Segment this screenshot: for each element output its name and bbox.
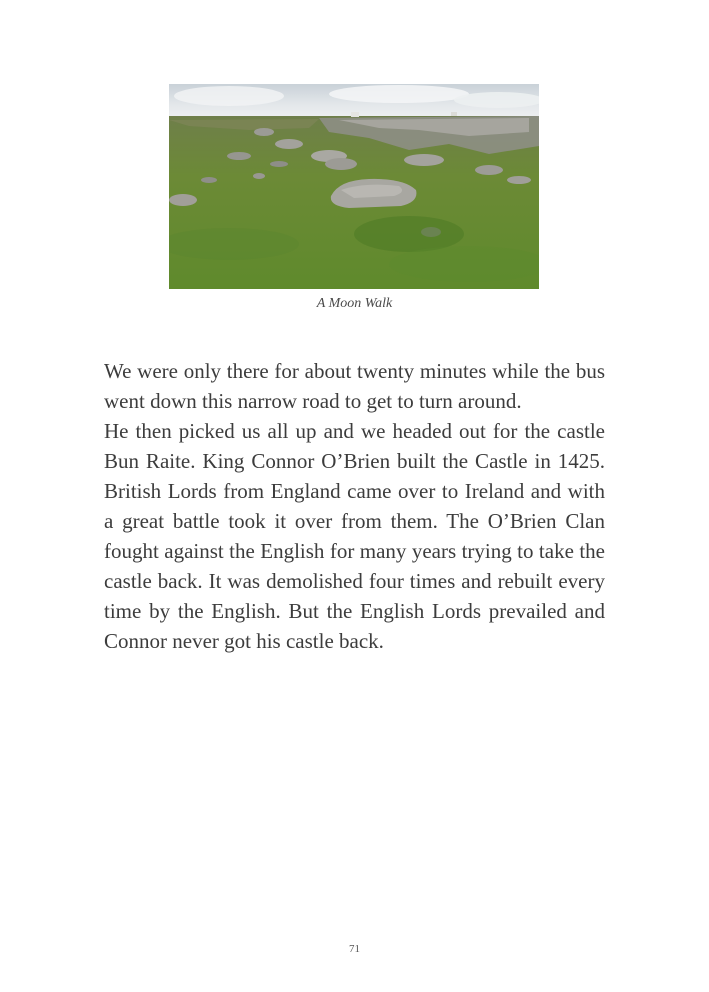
paragraph: He then picked us all up and we headed out for the castle Bun Raite. King Connor O’Brien built the Castle in 1425. British Lords from England came over to Ireland and with a great battle took it over from them. The O’Brien Clan fought against the English for many years trying to take the castle back. It was demolished four times and rebuilt every time by the English. But the English Lords prevailed and Connor never got his castle back. bbox=[104, 419, 605, 653]
figure-photo bbox=[169, 84, 539, 289]
landscape-image bbox=[169, 84, 539, 289]
body-text bbox=[104, 356, 605, 656]
paragraph: We were only there for about twenty minutes while the bus went down this narrow road to get to turn around. bbox=[104, 359, 605, 413]
figure-caption: A Moon Walk bbox=[316, 296, 393, 311]
page-number: 71 bbox=[349, 943, 360, 955]
